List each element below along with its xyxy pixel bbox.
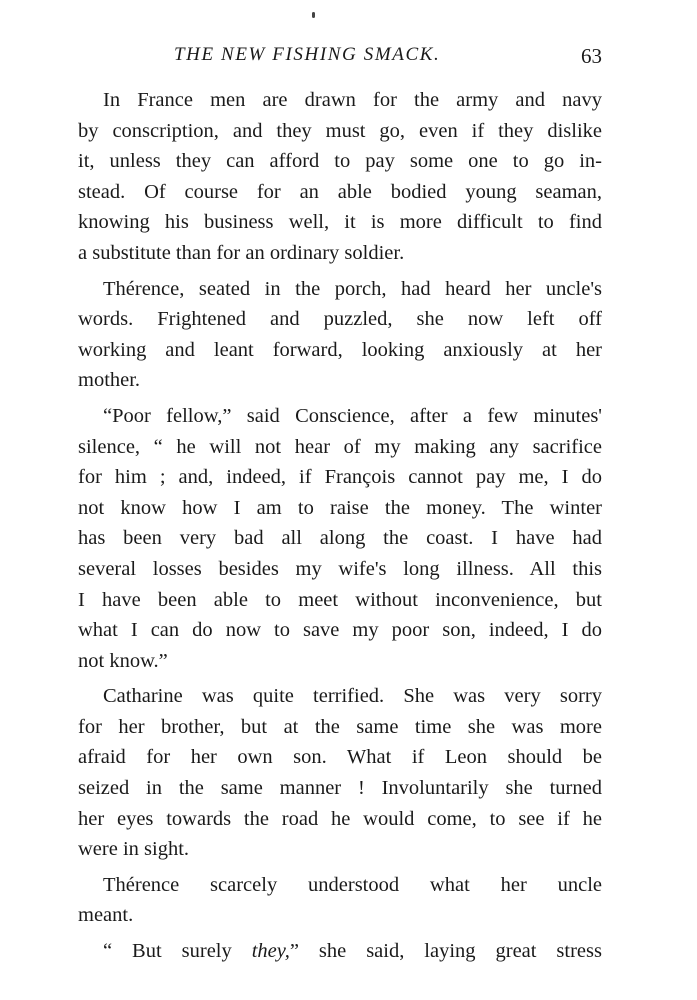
text-line: for him ; and, indeed, if François cannot pay me, I do: [78, 466, 602, 489]
page-number: 63: [581, 44, 602, 68]
paragraph: [78, 85, 602, 269]
text-line: her eyes towards the road he would come, to see if he: [78, 807, 602, 830]
text-line: I have been able to meet without inconvenience, but: [78, 588, 602, 611]
text-line: knowing his business well, it is more difficult to find: [78, 211, 602, 234]
text-line: “Poor fellow,” said Conscience, after a few minutes': [103, 404, 602, 427]
text-line: it, unless they can afford to pay some one to go in-: [78, 150, 602, 173]
text-line: were in sight.: [78, 838, 190, 861]
running-head: [78, 44, 602, 74]
running-title: THE NEW FISHING SMACK.: [174, 44, 441, 65]
paragraph: [78, 681, 602, 865]
text-line: afraid for her own son. What if Leon should be: [78, 746, 602, 769]
ink-speck: [312, 12, 315, 18]
text-line: stead. Of course for an able bodied young seaman,: [78, 180, 602, 203]
text-line: not know.”: [78, 649, 168, 672]
text-line: working and leant forward, looking anxiously at her: [78, 338, 602, 361]
text-line: Thérence, seated in the porch, had heard her uncle's: [103, 277, 602, 300]
text-line: seized in the same manner ! Involuntarily she turned: [78, 777, 602, 800]
text-line: several losses besides my wife's long illness. All this: [78, 557, 602, 580]
text-run: ” she said, laying great stress: [289, 940, 602, 963]
body-text: [78, 85, 602, 967]
text-line: meant.: [78, 904, 134, 927]
emphasis-text: they,: [251, 940, 290, 963]
text-line: a substitute than for an ordinary soldier.: [78, 241, 405, 264]
paragraph: [78, 870, 602, 931]
text-line: has been very bad all along the coast. I have had: [78, 527, 602, 550]
text-line: [78, 936, 602, 967]
text-line: not know how I am to raise the money. The winter: [78, 496, 602, 519]
text-run: “ But surely: [103, 940, 252, 963]
text-line: for her brother, but at the same time she was more: [78, 715, 602, 738]
text-line: words. Frightened and puzzled, she now left off: [78, 308, 602, 331]
text-line: silence, “ he will not hear of my making any sacrifice: [78, 435, 602, 458]
text-line: Thérence scarcely understood what her uncle: [103, 873, 602, 896]
text-line: Catharine was quite terrified. She was very sorry: [103, 685, 602, 708]
text-line: what I can do now to save my poor son, indeed, I do: [78, 619, 602, 642]
paragraph: [78, 274, 602, 396]
paragraph: [78, 401, 602, 676]
text-line: In France men are drawn for the army and navy: [103, 89, 602, 111]
text-line: by conscription, and they must go, even if they dislike: [78, 119, 602, 142]
text-line: mother.: [78, 369, 141, 392]
paragraph: [78, 936, 602, 967]
